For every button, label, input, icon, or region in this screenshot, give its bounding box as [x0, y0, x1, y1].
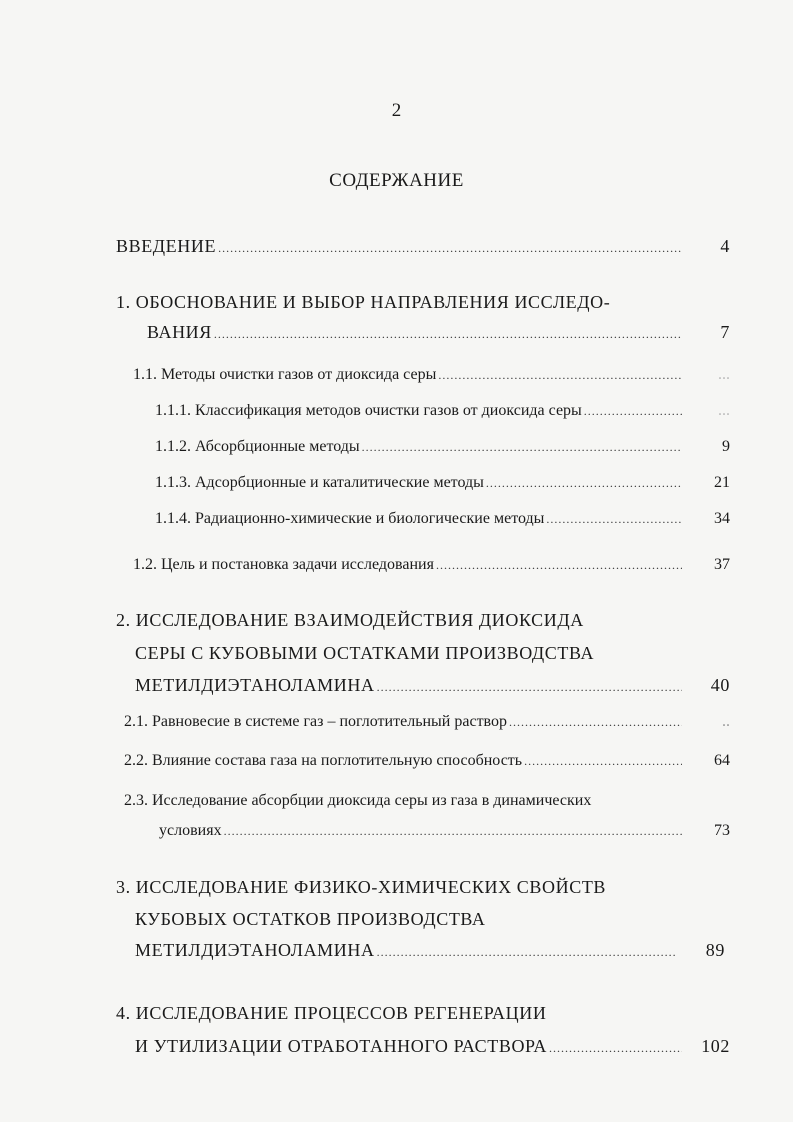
toc-leader-dots: [546, 512, 682, 527]
toc-section-4-heading: 4. ИССЛЕДОВАНИЕ ПРОЦЕССОВ РЕГЕНЕРАЦИИ: [116, 1003, 547, 1023]
toc-entry-1-1-4: [155, 510, 730, 536]
toc-entry-page: 4: [720, 236, 730, 256]
toc-section-1-heading-end: [147, 322, 730, 348]
toc-entry-page: 40: [710, 675, 730, 695]
toc-entry-page: 7: [720, 322, 730, 342]
toc-section-2-heading-cont: СЕРЫ С КУБОВЫМИ ОСТАТКАМИ ПРОИЗВОДСТВА: [135, 643, 595, 663]
toc-entry-2-1: [124, 713, 730, 739]
toc-entry-text: условиях: [159, 822, 222, 839]
toc-leader-dots: [218, 241, 682, 256]
toc-entry-text: И УТИЛИЗАЦИИ ОТРАБОТАННОГО РАСТВОРА: [135, 1036, 547, 1056]
toc-entry-page: 37: [714, 556, 730, 573]
toc-entry-text: 1.1. Методы очистки газов от диоксида серы: [133, 366, 437, 383]
toc-entry-2-2: [124, 752, 730, 778]
toc-entry-text: 1.1.3. Адсорбционные и каталитические методы: [155, 474, 484, 491]
toc-entry-text: 1.2. Цель и постановка задачи исследования: [133, 556, 434, 573]
toc-entry-page: 9: [722, 438, 730, 455]
toc-leader-dots: [486, 476, 682, 491]
toc-entry-page: 89: [705, 940, 725, 960]
toc-entry-page: 64: [714, 752, 730, 769]
toc-entry-text: МЕТИЛДИЭТАНОЛАМИНА: [135, 940, 375, 960]
toc-entry-1-1-3: [155, 474, 730, 500]
toc-entry-page: 21: [714, 474, 730, 491]
toc-leader-dots: [549, 1041, 682, 1056]
toc-entry-1-2: [133, 556, 730, 582]
toc-leader-dots: [438, 368, 682, 383]
toc-entry-text: 2.2. Влияние состава газа на поглотительную способность: [124, 752, 523, 769]
toc-entry-page: 73: [714, 822, 730, 839]
toc-entry-text: ВВЕДЕНИЕ: [116, 236, 217, 256]
toc-section-2-heading-end: [135, 675, 730, 701]
toc-entry-2-3: 2.3. Исследование абсорбции диоксида серы из газа в динамических: [124, 792, 592, 809]
page-title: СОДЕРЖАНИЕ: [329, 170, 464, 191]
toc-leader-dots: [524, 754, 682, 769]
toc-section-4-heading-end: [135, 1036, 730, 1062]
toc-entry-text: МЕТИЛДИЭТАНОЛАМИНА: [135, 675, 375, 695]
toc-section-1-heading: 1. ОБОСНОВАНИЕ И ВЫБОР НАПРАВЛЕНИЯ ИССЛЕДО-: [116, 292, 611, 312]
toc-entry-text: 1.1.1. Классификация методов очистки газов от диоксида серы: [155, 402, 582, 419]
toc-section-2-heading: 2. ИССЛЕДОВАНИЕ ВЗАИМОДЕЙСТВИЯ ДИОКСИДА: [116, 610, 584, 630]
toc-leader-dots: [214, 327, 682, 342]
toc-entry-page: ...: [718, 402, 730, 419]
toc-entry-text: 1.1.2. Абсорбционные методы: [155, 438, 360, 455]
toc-entry-1-1-1: [155, 402, 730, 428]
toc-entry-1-1-2: [155, 438, 730, 464]
toc-entry-1-1: [133, 366, 730, 392]
toc-leader-dots: [436, 558, 682, 573]
toc-leader-dots: [224, 824, 682, 839]
toc-leader-dots: [377, 680, 682, 695]
toc-entry-intro: [116, 236, 730, 262]
toc-entry-page: 34: [714, 510, 730, 527]
toc-entry-page: ..: [722, 713, 730, 730]
toc-section-3-heading-cont: КУБОВЫХ ОСТАТКОВ ПРОИЗВОДСТВА: [135, 909, 486, 929]
toc-entry-page: ...: [718, 366, 730, 383]
toc-leader-dots: [509, 715, 682, 730]
toc-leader-dots: [584, 404, 682, 419]
toc-section-3-heading: 3. ИССЛЕДОВАНИЕ ФИЗИКО-ХИМИЧЕСКИХ СВОЙСТВ: [116, 877, 607, 897]
toc-entry-2-3-end: [159, 822, 730, 848]
toc-entry-page: 102: [701, 1036, 730, 1056]
toc-leader-dots: [377, 945, 677, 960]
page-number: 2: [391, 100, 402, 121]
toc-entry-text: ВАНИЯ: [147, 322, 212, 342]
toc-leader-dots: [362, 440, 682, 455]
toc-section-3-heading-end: [135, 940, 725, 966]
toc-entry-text: 1.1.4. Радиационно-химические и биологические методы: [155, 510, 545, 527]
toc-entry-text: 2.1. Равновесие в системе газ – поглотительный раствор: [124, 713, 507, 730]
